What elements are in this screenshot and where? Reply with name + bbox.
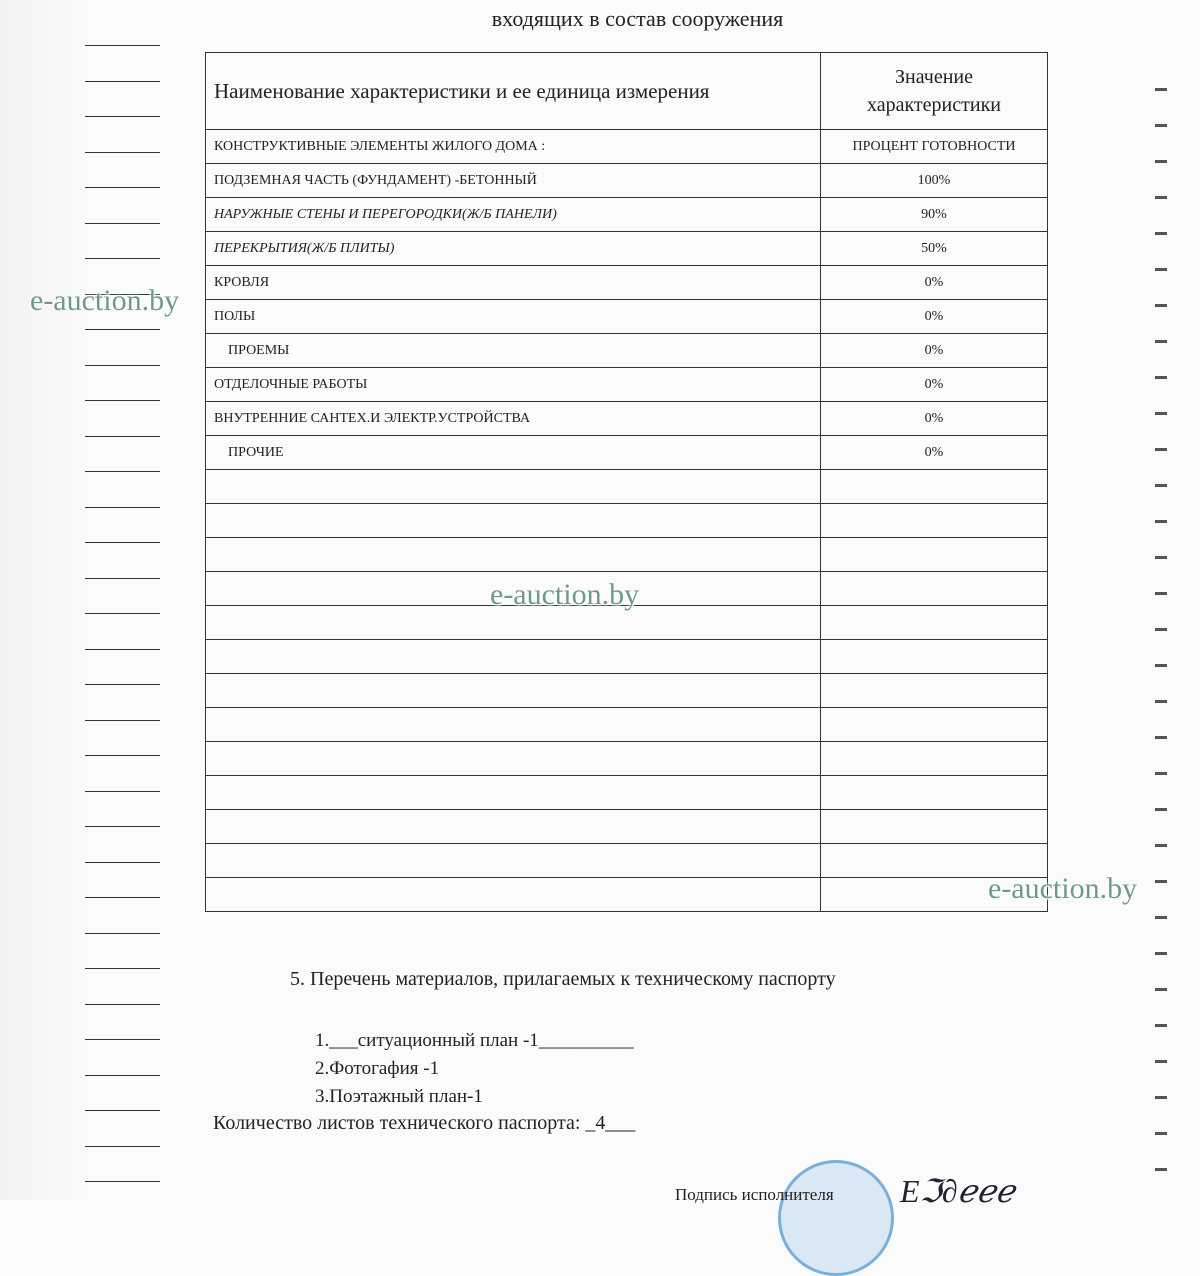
margin-line xyxy=(85,791,160,792)
material-item: 3.Поэтажный план-1 xyxy=(315,1086,483,1107)
margin-line xyxy=(85,1146,160,1147)
margin-line xyxy=(85,45,160,46)
margin-line xyxy=(85,720,160,721)
margin-line xyxy=(85,471,160,472)
table-row xyxy=(206,402,1048,436)
characteristic-name: ПРОЧИЕ xyxy=(206,436,821,470)
margin-line xyxy=(85,649,160,650)
characteristic-value: ПРОЦЕНТ ГОТОВНОСТИ xyxy=(821,130,1048,164)
margin-lines xyxy=(85,45,160,1217)
margin-line xyxy=(85,933,160,934)
empty-cell xyxy=(206,878,821,912)
empty-cell xyxy=(206,708,821,742)
margin-line xyxy=(85,81,160,82)
empty-cell xyxy=(206,844,821,878)
characteristic-name: КОНСТРУКТИВНЫЕ ЭЛЕМЕНТЫ ЖИЛОГО ДОМА : xyxy=(206,130,821,164)
empty-cell xyxy=(206,640,821,674)
handwritten-signature: Eℑ∂ℯℯℯ xyxy=(900,1173,1015,1209)
empty-cell xyxy=(206,776,821,810)
empty-row xyxy=(206,742,1048,776)
margin-line xyxy=(85,436,160,437)
margin-line xyxy=(85,187,160,188)
margin-line xyxy=(85,507,160,508)
table-row xyxy=(206,334,1048,368)
characteristic-value: 0% xyxy=(821,436,1048,470)
margin-line xyxy=(85,897,160,898)
empty-cell xyxy=(206,538,821,572)
margin-line xyxy=(85,1004,160,1005)
table-header xyxy=(206,53,1048,130)
characteristic-value: 0% xyxy=(821,300,1048,334)
empty-cell xyxy=(821,470,1048,504)
sheet-count-label: Количество листов технического паспорта: xyxy=(213,1112,581,1134)
margin-line xyxy=(85,862,160,863)
margin-line xyxy=(85,116,160,117)
empty-cell xyxy=(821,810,1048,844)
empty-row xyxy=(206,878,1048,912)
margin-line xyxy=(85,755,160,756)
empty-cell xyxy=(206,674,821,708)
margin-line xyxy=(85,1110,160,1111)
characteristic-name: ПРОЕМЫ xyxy=(206,334,821,368)
margin-line xyxy=(85,1039,160,1040)
empty-row xyxy=(206,504,1048,538)
characteristic-name: ПОДЗЕМНАЯ ЧАСТЬ (ФУНДАМЕНТ) -БЕТОННЫЙ xyxy=(206,164,821,198)
empty-row xyxy=(206,844,1048,878)
table-row xyxy=(206,266,1048,300)
margin-line xyxy=(85,968,160,969)
table-row xyxy=(206,436,1048,470)
empty-row xyxy=(206,810,1048,844)
sheet-count xyxy=(213,1112,635,1135)
perforation-marks xyxy=(1155,60,1167,1190)
empty-cell xyxy=(821,708,1048,742)
empty-row xyxy=(206,708,1048,742)
characteristic-name: КРОВЛЯ xyxy=(206,266,821,300)
margin-line xyxy=(85,1181,160,1182)
characteristic-name: НАРУЖНЫЕ СТЕНЫ И ПЕРЕГОРОДКИ(Ж/Б ПАНЕЛИ) xyxy=(206,198,821,232)
empty-cell xyxy=(821,504,1048,538)
characteristic-value: 50% xyxy=(821,232,1048,266)
characteristic-name: ПОЛЫ xyxy=(206,300,821,334)
characteristics-table xyxy=(205,52,1048,912)
characteristic-value: 100% xyxy=(821,164,1048,198)
header-value: Значение характеристики xyxy=(821,53,1048,130)
table-row xyxy=(206,164,1048,198)
material-item: 2.Фотогафия -1 xyxy=(315,1058,440,1079)
sheet-count-value: _4___ xyxy=(585,1112,636,1134)
section-subtitle: входящих в состав сооружения xyxy=(491,6,784,31)
margin-line xyxy=(85,223,160,224)
characteristic-name: ВНУТРЕННИЕ САНТЕХ.И ЭЛЕКТР.УСТРОЙСТВА xyxy=(206,402,821,436)
margin-line xyxy=(85,684,160,685)
empty-cell xyxy=(206,742,821,776)
empty-row xyxy=(206,470,1048,504)
empty-cell xyxy=(821,674,1048,708)
scan-shadow xyxy=(0,0,90,1200)
characteristic-value: 0% xyxy=(821,402,1048,436)
empty-cell xyxy=(206,504,821,538)
margin-line xyxy=(85,258,160,259)
characteristic-value: 90% xyxy=(821,198,1048,232)
margin-line xyxy=(85,578,160,579)
characteristic-value: 0% xyxy=(821,334,1048,368)
header-name: Наименование характеристики и ее единица измерения xyxy=(206,53,821,130)
characteristic-value: 0% xyxy=(821,266,1048,300)
empty-row xyxy=(206,640,1048,674)
table-row xyxy=(206,368,1048,402)
empty-row xyxy=(206,776,1048,810)
characteristic-name: ОТДЕЛОЧНЫЕ РАБОТЫ xyxy=(206,368,821,402)
margin-line xyxy=(85,1075,160,1076)
watermark: e-auction.by xyxy=(30,284,180,317)
stamp xyxy=(778,1160,894,1276)
empty-cell xyxy=(821,640,1048,674)
watermark: e-auction.by xyxy=(988,872,1138,905)
margin-line xyxy=(85,329,160,330)
empty-cell xyxy=(821,606,1048,640)
margin-line xyxy=(85,365,160,366)
table-row xyxy=(206,198,1048,232)
signature-label: Подпись исполнителя xyxy=(675,1185,834,1204)
empty-cell xyxy=(206,470,821,504)
empty-cell xyxy=(206,810,821,844)
empty-row xyxy=(206,538,1048,572)
empty-row xyxy=(206,674,1048,708)
material-item: 1.___ситуационный план -1__________ xyxy=(315,1030,634,1051)
table-row xyxy=(206,232,1048,266)
characteristic-value: 0% xyxy=(821,368,1048,402)
empty-cell xyxy=(821,776,1048,810)
table-row xyxy=(206,300,1048,334)
empty-cell xyxy=(821,572,1048,606)
characteristic-name: ПЕРЕКРЫТИЯ(Ж/Б ПЛИТЫ) xyxy=(206,232,821,266)
margin-line xyxy=(85,400,160,401)
empty-cell xyxy=(821,538,1048,572)
empty-cell xyxy=(821,742,1048,776)
margin-line xyxy=(85,152,160,153)
margin-line xyxy=(85,613,160,614)
margin-line xyxy=(85,826,160,827)
table-row xyxy=(206,130,1048,164)
watermark: e-auction.by xyxy=(490,578,640,611)
margin-line xyxy=(85,542,160,543)
section-5-title: 5. Перечень материалов, прилагаемых к техническому паспорту xyxy=(290,968,836,990)
